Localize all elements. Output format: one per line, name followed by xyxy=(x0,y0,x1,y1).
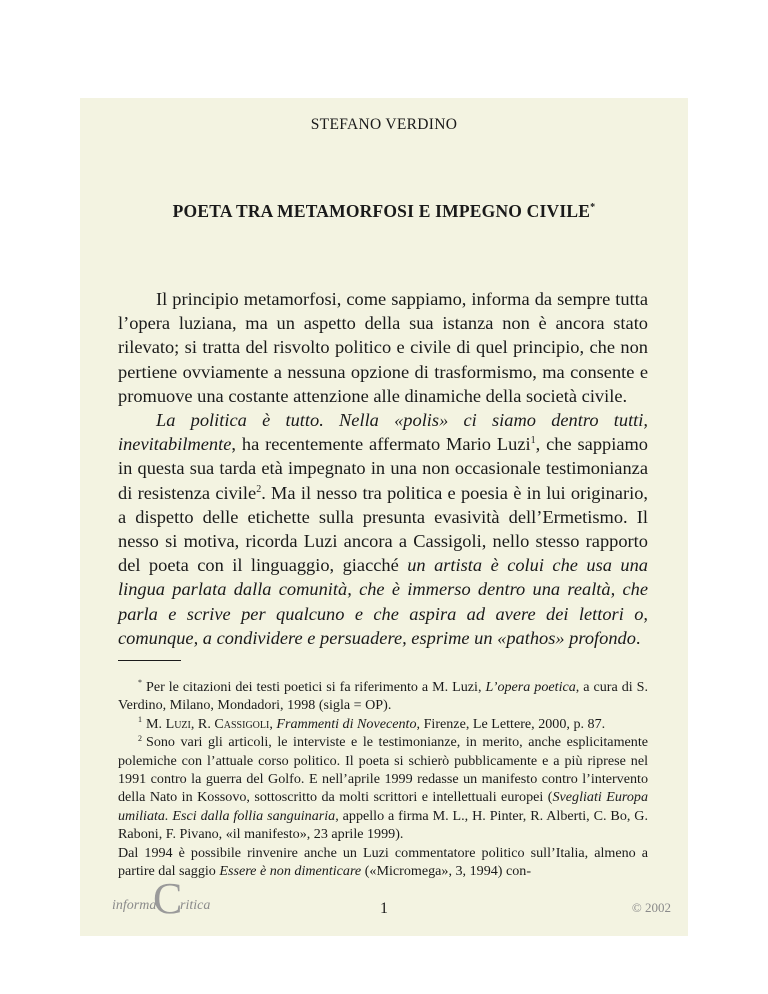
footnote-1-text-a: M. xyxy=(146,715,166,732)
footnote-2-continued xyxy=(118,844,648,881)
footnote-2-cont-text-b: («Micromega», 3, 1994) con- xyxy=(361,863,532,880)
footnote-star-title: L’opera poetica xyxy=(485,679,576,695)
footnote-ref-1: 1 xyxy=(530,435,536,447)
paragraph-2 xyxy=(118,408,648,650)
footnotes xyxy=(118,678,648,880)
footnote-star xyxy=(118,678,648,715)
logo-text-left: informa xyxy=(112,898,157,913)
footnote-2-text-b: , appello a firma M. L., H. Pinter, R. Alberti, C. Bo, G. Raboni, F. Pivano, «il manifesto», 23 aprile 1999). xyxy=(118,807,648,843)
copyright-notice: © 2002 xyxy=(631,900,671,915)
quote-politica: La politica è tutto. Nella «polis» ci siamo dentro tutti, inevitabilmente xyxy=(118,410,648,455)
footnote-2-mark: 2 xyxy=(138,733,142,743)
footnote-1-author-2: Cassigoli xyxy=(214,715,270,732)
footnote-star-text-b: , a cura di S. Verdino, Milano, Mondadori, 1998 (sigla = OP). xyxy=(118,679,648,714)
paragraph-2-text-b: , che sappiamo in questa sua tarda età impegnato in una non occasionale testimonianza di resistenza civile xyxy=(118,434,648,503)
footnote-1-mark: 1 xyxy=(138,715,142,725)
logo-letter-c: C xyxy=(153,874,183,923)
footnote-2 xyxy=(118,733,648,843)
footnote-2-cont-title: Essere è non dimenticare xyxy=(219,863,362,880)
quote-artista: un artista è colui che usa una lingua parlata dalla comunità, che è immerso dentro una realtà, che parla e scrive per qualcuno e che aspira ad avere dei lettori o, comunque, a condividere e persuadere, esprime un «pathos» profondo xyxy=(118,555,648,648)
footnote-separator xyxy=(118,660,181,661)
footnote-star-text-a: Per le citazioni dei testi poetici si fa riferimento a M. Luzi, xyxy=(146,679,486,695)
logo-text-right: ritica xyxy=(180,898,211,913)
paragraph-2-text-a: , ha recentemente affermato Mario Luzi xyxy=(231,434,531,455)
page-number: 1 xyxy=(380,900,388,917)
paragraph-2-end: . xyxy=(635,627,641,648)
article-title xyxy=(80,201,688,222)
footnote-1-text-b: , R. xyxy=(190,715,215,732)
footnote-2-text-a: Sono vari gli articoli, le interviste e le testimonianze, in merito, anche esplicitamente polemiche con l’attuale corso politico. Il poeta si schierò pubblicamente e a più riprese nel 1991 contro la guerra del Golfo. E nell’aprile 1999 redasse un manifesto contro l’intervento della Nato in Kossovo, sottoscritto da molti scrittori e intellettuali europei ( xyxy=(118,734,648,806)
document-page xyxy=(80,98,688,936)
footnote-ref-2: 2 xyxy=(256,483,262,495)
article-body xyxy=(118,287,648,650)
footnote-2-cont-text-a: Dal 1994 è possibile rinvenire anche un Luzi commentatore politico sull’Italia, almeno a partire dal saggio xyxy=(118,844,648,880)
title-footnote-mark: * xyxy=(590,202,596,214)
footnote-1-title: Frammenti di Novecento xyxy=(276,715,417,732)
footnote-star-mark: * xyxy=(138,678,142,688)
footnote-1-author-1: Luzi xyxy=(165,715,191,732)
title-text: POETA TRA METAMORFOSI E IMPEGNO CIVILE xyxy=(172,201,591,221)
footnote-1 xyxy=(118,715,648,733)
footnote-1-text-c: , xyxy=(269,715,277,732)
author-name: STEFANO VERDINO xyxy=(310,116,458,133)
paragraph-2-text-c: . Ma il nesso tra politica e poesia è in lui originario, a dispetto delle etichette sulla presunta evasività dell’Ermetismo. Il nesso si motiva, ricorda Luzi ancora a Cassigoli, nello stesso rapporto del poeta con il linguaggio, giacché xyxy=(118,482,648,576)
footnote-1-text-d: , Firenze, Le Lettere, 2000, p. 87. xyxy=(416,715,606,732)
paragraph-1: Il principio metamorfosi, come sappiamo, informa da sempre tutta l’opera luziana, ma un aspetto della sua istanza non è ancora stato rilevato; si tratta del risvolto politico e civile di quel principio, che non pertiene ovviamente a nessuna opzione di trasformismo, ma consente e promuove una costante attenzione alle dinamiche della società civile. xyxy=(118,289,648,406)
footnote-2-title: Svegliati Europa umiliata. Esci dalla follia sanguinaria xyxy=(118,789,648,824)
